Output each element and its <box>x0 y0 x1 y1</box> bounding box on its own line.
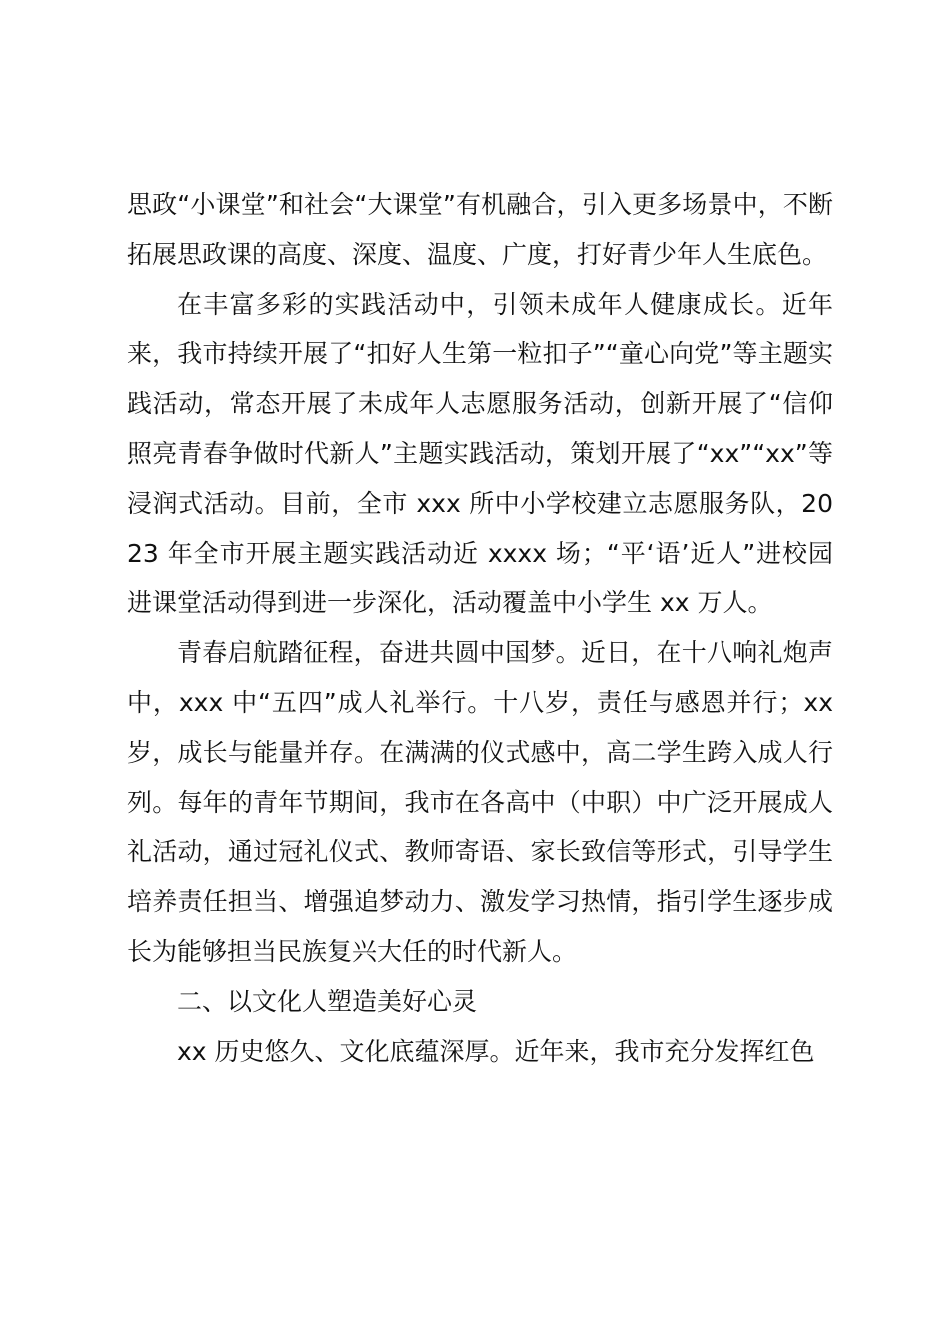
paragraph-3: 青春启航踏征程，奋进共圆中国梦。近日，在十八响礼炮声中，xxx 中“五四”成人礼举行。十八岁，责任与感恩并行；xx 岁，成长与能量并存。在满满的仪式感中，高二学生跨入成人行列。每年的青年节期间，我市在各高中（中职）中广泛开展成人礼活动，通过冠礼仪式、教师寄语、家长致信等形式，引导学生培养责任担当、增强追梦动力、激发学习热情，指引学生逐步成长为能够担当民族复兴大任的时代新人。 <box>127 638 833 966</box>
document-body <box>127 180 833 1076</box>
paragraph-1: 思政“小课堂”和社会“大课堂”有机融合，引入更多场景中，不断拓展思政课的高度、深度、温度、广度，打好青少年人生底色。 <box>127 190 833 269</box>
paragraph-4: xx 历史悠久、文化底蕴深厚。近年来，我市充分发挥红色 <box>177 1036 815 1066</box>
paragraph-2: 在丰富多彩的实践活动中，引领未成年人健康成长。近年来，我市持续开展了“扣好人生第一粒扣子”“童心向党”等主题实践活动，常态开展了未成年人志愿服务活动，创新开展了“信仰照亮青春争做时代新人”主题实践活动，策划开展了“xx”“xx”等浸润式活动。目前，全市 xxx 所中小学校建立志愿服务队，2023 年全市开展主题实践活动近 xxxx 场；“平‘语’近人”进校园进课堂活动得到进一步深化，活动覆盖中小学生 xx 万人。 <box>127 289 833 618</box>
section-heading: 二、以文化人塑造美好心灵 <box>177 986 478 1016</box>
